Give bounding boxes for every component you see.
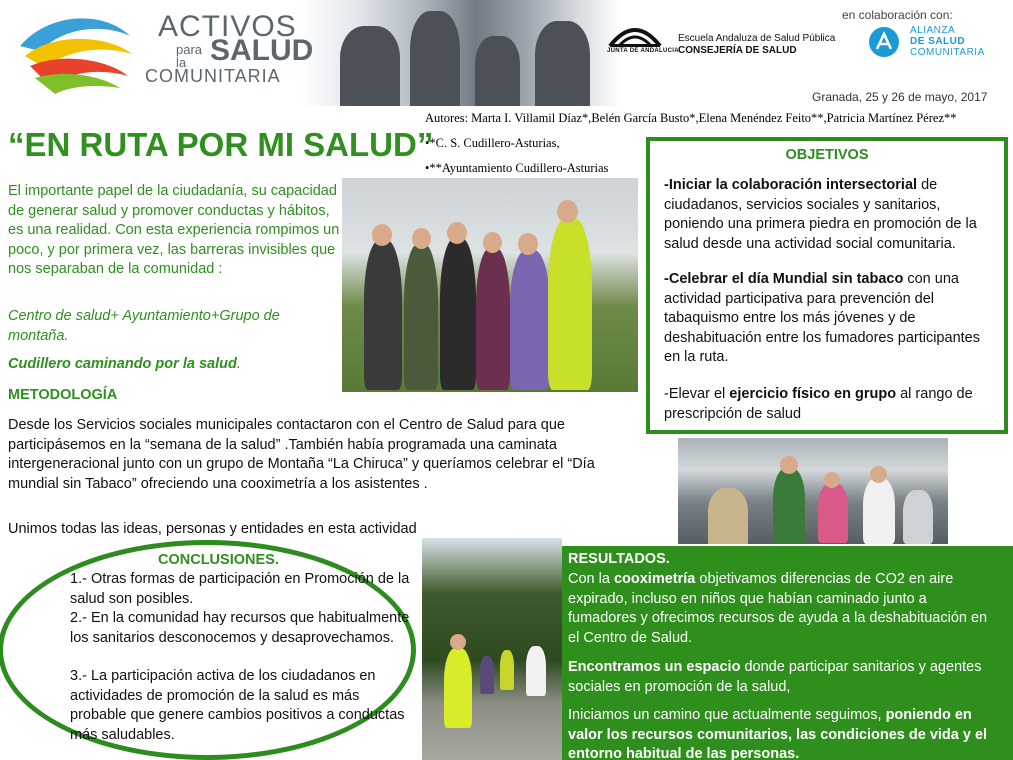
- event-photo-stands: [678, 438, 948, 544]
- objetivo-1-bold: Iniciar la colaboración intersectorial: [668, 177, 918, 193]
- poster-title: “EN RUTA POR MI SALUD”: [8, 126, 434, 163]
- objetivo-item-1: [664, 176, 1000, 254]
- resultado-1-rest: objetivamos diferencias de CO2 en aire expirado, incluso en niños que habían caminado junto a fumadores y ofrecimos recursos de ayuda a la deshabituación en el Centro de Salud.: [568, 571, 988, 646]
- place-date: Granada, 25 y 26 de mayo, 2017: [812, 90, 988, 104]
- conclusion-item-1: 1.- Otras formas de participación en Promoción de la salud son posibles.: [70, 571, 410, 607]
- affiliation-1: •*C. S. Cudillero-Asturias,: [425, 136, 560, 150]
- resultado-paragraph-2: [568, 658, 998, 697]
- objetivo-item-3: [664, 385, 1000, 424]
- resultado-paragraph-3: [568, 706, 1008, 760]
- objetivo-item-2: [664, 270, 1000, 368]
- brand-comunitaria: COMUNITARIA: [145, 66, 281, 86]
- alianza-line2: DE SALUD: [910, 36, 966, 47]
- poster-header: [0, 0, 1013, 108]
- resultado-3-lead: Iniciamos un camino que actualmente seguimos,: [568, 707, 886, 723]
- resultados-heading: RESULTADOS.: [568, 551, 670, 567]
- walking-route-photo: [422, 538, 562, 760]
- metodologia-heading: METODOLOGÍA: [8, 387, 118, 403]
- objetivo-1-rest: de ciudadanos, servicios sociales y sanitarios, poniendo una primera piedra en promoción de la salud desde una actividad social comunitaria.: [664, 177, 977, 252]
- objetivos-box: [646, 137, 1008, 434]
- alianza-line1: ALIANZA: [910, 25, 956, 36]
- conclusion-item-3: 3.- La participación activa de los ciudadanos en actividades de promoción de la salud es más probable que genere cambios positivos a conductas más saludables.: [70, 668, 405, 743]
- intro-paragraph: El importante papel de la ciudadanía, su capacidad de generar salud y promover conductas y hábitos, es una realidad. Con esta experiencia rompimos un poco, y por primera vez, las barreras invisibles que nos separaban de la comunidad :: [8, 183, 340, 277]
- consejeria-name: CONSEJERÍA DE SALUD: [678, 45, 797, 56]
- conclusiones-heading: CONCLUSIONES.: [158, 552, 279, 568]
- objetivo-3-bold: ejercicio físico en grupo: [729, 386, 897, 402]
- brand-para: para: [176, 42, 203, 57]
- junta-name: JUNTA DE ANDALUCIA: [607, 48, 679, 54]
- metodologia-paragraph: Desde los Servicios sociales municipales contactaron con el Centro de Salud para que participásemos en la “semana de la salud” .También había programada una caminata intergeneracional junto con un grupo de Montaña “La Chiruca” y queríamos celebrar el “Día mundial sin Tabaco” ofreciendo una cooximetría a los asistentes .: [8, 417, 595, 492]
- brand-la: la: [176, 55, 187, 70]
- resultado-1-bold: cooximetría: [613, 571, 696, 587]
- brand-activos: ACTIVOS: [158, 10, 297, 43]
- authors-line: Autores: Marta I. Villamil Díaz*,Belén García Busto*,Elena Menéndez Feito**,Patricia Martínez Pérez**: [425, 111, 957, 125]
- objetivo-2-bold: Celebrar el día Mundial sin tabaco: [668, 271, 904, 287]
- easp-name: Escuela Andaluza de Salud Pública: [678, 33, 836, 44]
- affiliation-2: •**Ayuntamiento Cudillero-Asturias: [425, 161, 609, 175]
- objetivo-3-lead: -Elevar el: [664, 386, 730, 402]
- alianza-logo-icon: [868, 26, 900, 58]
- slogan: [8, 356, 241, 372]
- partners-line: Centro de salud+ Ayuntamiento+Grupo de montaña.: [8, 308, 280, 344]
- metodologia-closing: Unimos todas las ideas, personas y entidades en esta actividad: [8, 521, 417, 537]
- resultado-paragraph-1: [568, 570, 998, 648]
- brand-salud: SALUD: [210, 34, 314, 67]
- objetivo-1-lead: -: [664, 177, 669, 193]
- header-background-photo: [300, 0, 620, 106]
- group-photo: [342, 178, 638, 392]
- logo-swirl-icon: [10, 6, 140, 96]
- resultados-box: [562, 546, 1013, 760]
- slogan-text: Cudillero caminando por la salud: [8, 356, 237, 372]
- slogan-dot: .: [236, 356, 241, 372]
- objetivos-heading: OBJETIVOS: [785, 147, 869, 163]
- alianza-line3: COMUNITARIA: [910, 47, 985, 58]
- resultado-1-lead: Con la: [568, 571, 614, 587]
- resultado-2-rest: donde participar sanitarios y agentes sociales en promoción de la salud,: [568, 659, 982, 695]
- objetivo-3-rest: al rango de prescripción de salud: [664, 386, 973, 422]
- collaboration-label: en colaboración con:: [842, 8, 953, 22]
- resultado-2-bold: Encontramos un espacio: [568, 659, 741, 675]
- conclusion-item-2: 2.- En la comunidad hay recursos que habitualmente los sanitarios desconocemos y desaprovechamos.: [70, 610, 410, 646]
- resultado-3-bold: poniendo en valor los recursos comunitarios, las condiciones de vida y el entorno habitual de las personas.: [568, 707, 988, 760]
- objetivo-2-lead: -: [664, 271, 669, 287]
- objetivo-2-rest: con una actividad participativa para prevención del tabaquismo entre los más jóvenes y de deshabituación entre los fumadores participantes en la ruta.: [664, 271, 980, 365]
- junta-emblem-icon: [605, 22, 665, 48]
